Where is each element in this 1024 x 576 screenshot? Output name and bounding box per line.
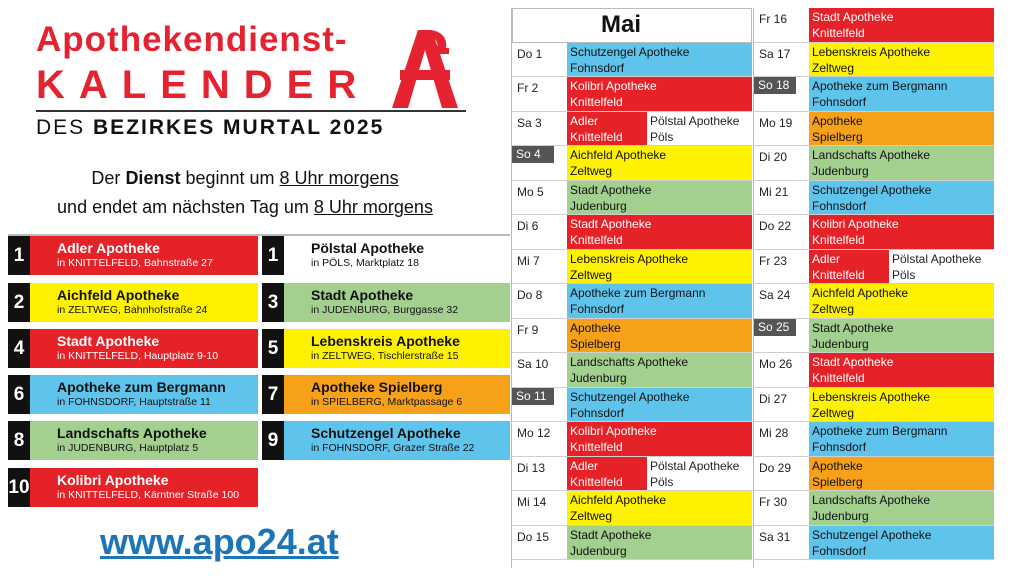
day-label: So 18 <box>754 77 809 111</box>
legend-number: 8 <box>8 421 30 460</box>
legend-number: 2 <box>8 283 30 322</box>
calendar-column-right <box>754 8 994 560</box>
duty-pharmacy-name: Adler <box>812 251 841 266</box>
duty-pharmacy-name: Stadt Apotheke <box>812 320 894 335</box>
website-link[interactable]: www.apo24.at <box>100 521 339 562</box>
legend-entry <box>8 236 258 275</box>
pharmacy-name: Landschafts Apotheke <box>57 425 207 441</box>
duty-pharmacy-name: Kolibri Apotheke <box>570 424 657 438</box>
calendar-day-row <box>754 388 994 423</box>
duty-pharmacy-cell <box>647 457 752 491</box>
pharmacy-name: Stadt Apotheke <box>311 287 414 303</box>
duty-pharmacy-cell <box>567 146 752 180</box>
duty-pharmacy-name: Stadt Apotheke <box>812 355 894 369</box>
legend-entry <box>262 283 510 322</box>
duty-pharmacy-town: Fohnsdorf <box>812 543 867 558</box>
calendar-day-row <box>754 422 994 457</box>
day-label: Di 13 <box>517 460 546 475</box>
day-label: Sa 10 <box>517 357 549 371</box>
duty-pharmacy-town: Knittelfeld <box>570 129 623 144</box>
duty-pharmacy-cell <box>809 422 994 456</box>
pharmacy-address: in KNITTELFELD, Hauptplatz 9-10 <box>57 350 219 362</box>
duty-pharmacy-town: Fohnsdorf <box>570 302 625 316</box>
day-label: Sa 3 <box>517 115 542 130</box>
legend-entry <box>8 329 258 368</box>
day-label: Fr 9 <box>517 322 539 337</box>
pharmacy-name: Schutzengel Apotheke <box>311 425 461 441</box>
calendar-day-row <box>754 8 994 43</box>
day-label: Fr 2 <box>517 81 539 95</box>
duty-pharmacy-name: Stadt Apotheke <box>570 182 652 197</box>
duty-pharmacy-town: Knittelfeld <box>570 440 623 454</box>
day-label: Mo 26 <box>759 357 793 371</box>
day-label: So 4 <box>512 146 567 180</box>
duty-pharmacy-town: Pöls <box>892 267 916 282</box>
legend-body <box>30 468 258 507</box>
legend-body <box>30 375 258 414</box>
month-title: Mai <box>512 8 752 43</box>
duty-pharmacy-name: Aichfeld Apotheke <box>570 493 667 507</box>
duty-pharmacy-name: Stadt Apotheke <box>570 527 652 542</box>
calendar-day-row <box>754 319 994 354</box>
duty-pharmacy-name: Landschafts Apotheke <box>812 493 931 507</box>
duty-pharmacy-cell <box>809 112 994 146</box>
day-label: So 11 <box>512 388 567 422</box>
pharmacy-address: in KNITTELFELD, Bahnstraße 27 <box>57 257 213 269</box>
day-label: Mo 12 <box>517 426 551 440</box>
legend-number: 7 <box>262 375 284 414</box>
day-label: Sa 24 <box>759 288 791 302</box>
day-label: Sa 31 <box>759 529 791 544</box>
duty-pharmacy-town: Zeltweg <box>812 302 855 316</box>
duty-pharmacy-name: Landschafts Apotheke <box>570 355 689 369</box>
legend-body <box>30 329 258 368</box>
duty-pharmacy-name: Lebenskreis Apotheke <box>812 389 931 404</box>
pharmacy-name: Adler Apotheke <box>57 240 160 256</box>
duty-pharmacy-cell <box>809 353 994 387</box>
duty-pharmacy-town: Knittelfeld <box>570 474 623 489</box>
duty-pharmacy-town: Zeltweg <box>570 509 613 523</box>
pharmacy-name: Apotheke Spielberg <box>311 379 443 395</box>
duty-pharmacy-cell <box>647 112 752 146</box>
legend-body <box>284 375 510 414</box>
calendar-day-row <box>754 215 994 250</box>
duty-pharmacy-cell <box>809 284 994 318</box>
calendar-day-row <box>754 146 994 181</box>
day-label: Sa 17 <box>759 46 791 61</box>
calendar-day-row <box>754 77 994 112</box>
duty-pharmacy-town: Knittelfeld <box>812 26 865 40</box>
duty-pharmacy-name: Pölstal Apotheke <box>650 113 740 128</box>
legend-body <box>284 329 510 368</box>
duty-pharmacy-town: Zeltweg <box>812 60 855 75</box>
pharmacy-name: Kolibri Apotheke <box>57 472 169 488</box>
title-divider <box>36 110 466 112</box>
duty-pharmacy-cell <box>567 319 752 353</box>
day-label: Fr 23 <box>759 253 788 268</box>
day-label: Mi 21 <box>759 184 789 199</box>
duty-pharmacy-cell <box>809 43 994 77</box>
day-label: Mo 19 <box>759 115 793 130</box>
pharmacy-address: in FOHNSDORF, Grazer Straße 22 <box>311 442 475 454</box>
duty-pharmacy-cell <box>567 215 752 249</box>
duty-pharmacy-name: Aichfeld Apotheke <box>812 286 909 300</box>
pharmacy-name: Lebenskreis Apotheke <box>311 333 460 349</box>
legend-number: 6 <box>8 375 30 414</box>
pharmacy-address: in JUDENBURG, Hauptplatz 5 <box>57 442 199 454</box>
duty-pharmacy-town: Knittelfeld <box>812 371 865 385</box>
duty-pharmacy-town: Fohnsdorf <box>812 198 867 213</box>
pharmacy-name: Aichfeld Apotheke <box>57 287 180 303</box>
legend-body <box>284 421 510 460</box>
apotheke-a-logo-icon <box>384 24 466 108</box>
calendar-day-row <box>512 250 752 285</box>
duty-pharmacy-cell <box>809 457 994 491</box>
duty-pharmacy-town: Judenburg <box>812 164 869 178</box>
calendar-day-row <box>512 388 752 423</box>
duty-pharmacy-town: Judenburg <box>812 336 869 351</box>
pharmacy-address: in ZELTWEG, Tischlerstraße 15 <box>311 350 459 362</box>
day-label: Mi 14 <box>517 495 547 509</box>
duty-pharmacy-cell <box>567 250 752 284</box>
duty-pharmacy-town: Fohnsdorf <box>812 95 867 109</box>
duty-pharmacy-cell <box>809 146 994 180</box>
day-label: Fr 16 <box>759 12 788 26</box>
duty-pharmacy-name: Apotheke <box>812 113 863 128</box>
duty-pharmacy-town: Knittelfeld <box>570 95 623 109</box>
duty-pharmacy-cell <box>809 319 994 353</box>
calendar-day-row <box>512 284 752 319</box>
day-label: Do 8 <box>517 288 543 302</box>
duty-pharmacy-town: Judenburg <box>812 509 869 523</box>
calendar-day-row <box>754 250 994 285</box>
legend-number: 1 <box>8 236 30 275</box>
legend-number: 1 <box>262 236 284 275</box>
duty-pharmacy-name: Apotheke zum Bergmann <box>812 424 948 438</box>
duty-pharmacy-name: Schutzengel Apotheke <box>570 44 690 59</box>
legend-entry <box>8 468 258 507</box>
duty-pharmacy-name: Adler <box>570 113 599 128</box>
duty-pharmacy-cell <box>809 77 994 111</box>
calendar-day-row <box>512 491 752 526</box>
duty-pharmacy-name: Pölstal Apotheke <box>650 458 740 473</box>
day-label: Do 15 <box>517 529 550 544</box>
duty-pharmacy-town: Pöls <box>650 474 674 489</box>
duty-pharmacy-cell <box>809 526 994 560</box>
title-line-1: Apothekendienst- <box>36 20 348 59</box>
duty-pharmacy-name: Apotheke <box>570 320 621 335</box>
legend-body <box>284 283 510 322</box>
pharmacy-address: in FOHNSDORF, Hauptstraße 11 <box>57 396 211 408</box>
duty-pharmacy-name: Lebenskreis Apotheke <box>812 44 931 59</box>
duty-pharmacy-town: Zeltweg <box>812 405 855 420</box>
duty-pharmacy-name: Landschafts Apotheke <box>812 148 931 162</box>
calendar-day-row <box>512 457 752 492</box>
title-line-3: DES BEZIRKES MURTAL 2025 <box>36 116 385 139</box>
duty-pharmacy-cell <box>567 526 752 560</box>
legend-entry <box>8 283 258 322</box>
duty-pharmacy-name: Apotheke zum Bergmann <box>570 286 706 300</box>
day-label: Do 29 <box>759 460 792 475</box>
pharmacy-name: Apotheke zum Bergmann <box>57 379 226 395</box>
pharmacy-address: in ZELTWEG, Bahnhofstraße 24 <box>57 304 208 316</box>
intro-line-2: und endet am nächsten Tag um 8 Uhr morgens <box>57 197 433 217</box>
calendar-day-row <box>512 422 752 457</box>
duty-pharmacy-name: Stadt Apotheke <box>570 217 652 231</box>
legend-entry <box>8 375 258 414</box>
calendar-day-row <box>754 181 994 216</box>
duty-pharmacy-name: Kolibri Apotheke <box>812 217 899 231</box>
duty-pharmacy-town: Knittelfeld <box>812 233 865 247</box>
pharmacy-name: Pölstal Apotheke <box>311 240 425 256</box>
legend-body <box>30 236 258 275</box>
calendar-day-row <box>754 491 994 526</box>
legend-entry <box>8 421 258 460</box>
legend-number: 4 <box>8 329 30 368</box>
calendar-day-row <box>754 112 994 147</box>
duty-pharmacy-cell <box>809 491 994 525</box>
duty-pharmacy-cell <box>567 43 752 77</box>
calendar-day-row <box>512 181 752 216</box>
calendar-day-row <box>754 43 994 78</box>
duty-pharmacy-town: Spielberg <box>812 129 863 144</box>
title-line-2: KALENDER <box>36 63 371 107</box>
duty-pharmacy-cell <box>567 353 752 387</box>
duty-pharmacy-cell <box>567 491 752 525</box>
duty-pharmacy-name: Schutzengel Apotheke <box>570 389 690 404</box>
day-label: Do 1 <box>517 46 543 61</box>
duty-pharmacy-town: Judenburg <box>570 371 627 385</box>
legend-number: 3 <box>262 283 284 322</box>
legend-number: 10 <box>8 468 30 507</box>
day-label: Mo 5 <box>517 184 544 199</box>
pharmacy-address: in KNITTELFELD, Kärntner Straße 100 <box>57 489 240 501</box>
day-label: Do 22 <box>759 219 792 233</box>
duty-pharmacy-name: Stadt Apotheke <box>812 10 894 24</box>
duty-pharmacy-cell <box>809 388 994 422</box>
calendar-day-row <box>512 215 752 250</box>
duty-pharmacy-cell <box>889 250 994 284</box>
duty-pharmacy-cell <box>567 388 752 422</box>
calendar-day-row <box>512 319 752 354</box>
duty-pharmacy-cell <box>567 77 752 111</box>
legend-body <box>284 236 510 275</box>
calendar-day-row <box>512 526 752 561</box>
duty-pharmacy-cell <box>809 250 889 284</box>
legend-number: 5 <box>262 329 284 368</box>
day-label: Fr 30 <box>759 495 788 509</box>
day-label: Di 27 <box>759 391 788 406</box>
duty-pharmacy-town: Fohnsdorf <box>570 60 625 75</box>
duty-pharmacy-cell <box>567 112 647 146</box>
duty-pharmacy-town: Knittelfeld <box>812 267 865 282</box>
duty-pharmacy-cell <box>809 8 994 42</box>
duty-pharmacy-town: Spielberg <box>812 474 863 489</box>
duty-pharmacy-name: Lebenskreis Apotheke <box>570 251 689 266</box>
pharmacy-address: in SPIELBERG, Marktpassage 6 <box>311 396 463 408</box>
calendar-day-row <box>512 353 752 388</box>
legend-entry <box>262 329 510 368</box>
duty-pharmacy-town: Pöls <box>650 129 674 144</box>
duty-pharmacy-town: Fohnsdorf <box>570 405 625 420</box>
calendar-day-row <box>512 77 752 112</box>
duty-pharmacy-name: Adler <box>570 458 599 473</box>
duty-pharmacy-name: Apotheke <box>812 458 863 473</box>
legend-body <box>30 421 258 460</box>
duty-pharmacy-town: Zeltweg <box>570 267 613 282</box>
calendar-day-row <box>754 353 994 388</box>
calendar-day-row <box>754 526 994 561</box>
duty-pharmacy-town: Judenburg <box>570 543 627 558</box>
legend-entry <box>262 236 510 275</box>
legend-number: 9 <box>262 421 284 460</box>
duty-pharmacy-name: Apotheke zum Bergmann <box>812 79 948 93</box>
duty-pharmacy-cell <box>567 284 752 318</box>
duty-pharmacy-name: Schutzengel Apotheke <box>812 182 932 197</box>
legend-entry <box>262 421 510 460</box>
calendar-day-row <box>754 457 994 492</box>
pharmacy-address: in PÖLS, Marktplatz 18 <box>311 257 419 269</box>
duty-pharmacy-town: Zeltweg <box>570 164 613 178</box>
duty-pharmacy-cell <box>809 181 994 215</box>
calendar-day-row <box>754 284 994 319</box>
pharmacy-address: in JUDENBURG, Burggasse 32 <box>311 304 459 316</box>
day-label: Mi 7 <box>517 253 540 268</box>
duty-pharmacy-cell <box>567 457 647 491</box>
calendar-day-row <box>512 43 752 78</box>
duty-pharmacy-town: Fohnsdorf <box>812 440 867 454</box>
duty-pharmacy-town: Knittelfeld <box>570 233 623 247</box>
calendar-day-row <box>512 112 752 147</box>
duty-pharmacy-cell <box>567 422 752 456</box>
duty-pharmacy-name: Kolibri Apotheke <box>570 79 657 93</box>
day-label: Mi 28 <box>759 426 789 440</box>
duty-pharmacy-town: Spielberg <box>570 336 621 351</box>
calendar-day-row <box>512 146 752 181</box>
day-label: Di 6 <box>517 219 539 233</box>
calendar-column-left <box>512 8 752 560</box>
duty-pharmacy-town: Judenburg <box>570 198 627 213</box>
duty-pharmacy-cell <box>809 215 994 249</box>
intro-line-1: Der Dienst beginnt um 8 Uhr morgens <box>91 168 399 188</box>
legend-panel <box>0 0 510 576</box>
day-label: So 25 <box>754 319 809 353</box>
duty-pharmacy-cell <box>567 181 752 215</box>
day-label: Di 20 <box>759 150 788 164</box>
duty-pharmacy-name: Schutzengel Apotheke <box>812 527 932 542</box>
duty-pharmacy-name: Pölstal Apotheke <box>892 251 982 266</box>
legend-entry <box>262 375 510 414</box>
pharmacy-name: Stadt Apotheke <box>57 333 160 349</box>
duty-pharmacy-name: Aichfeld Apotheke <box>570 148 667 162</box>
legend-body <box>30 283 258 322</box>
